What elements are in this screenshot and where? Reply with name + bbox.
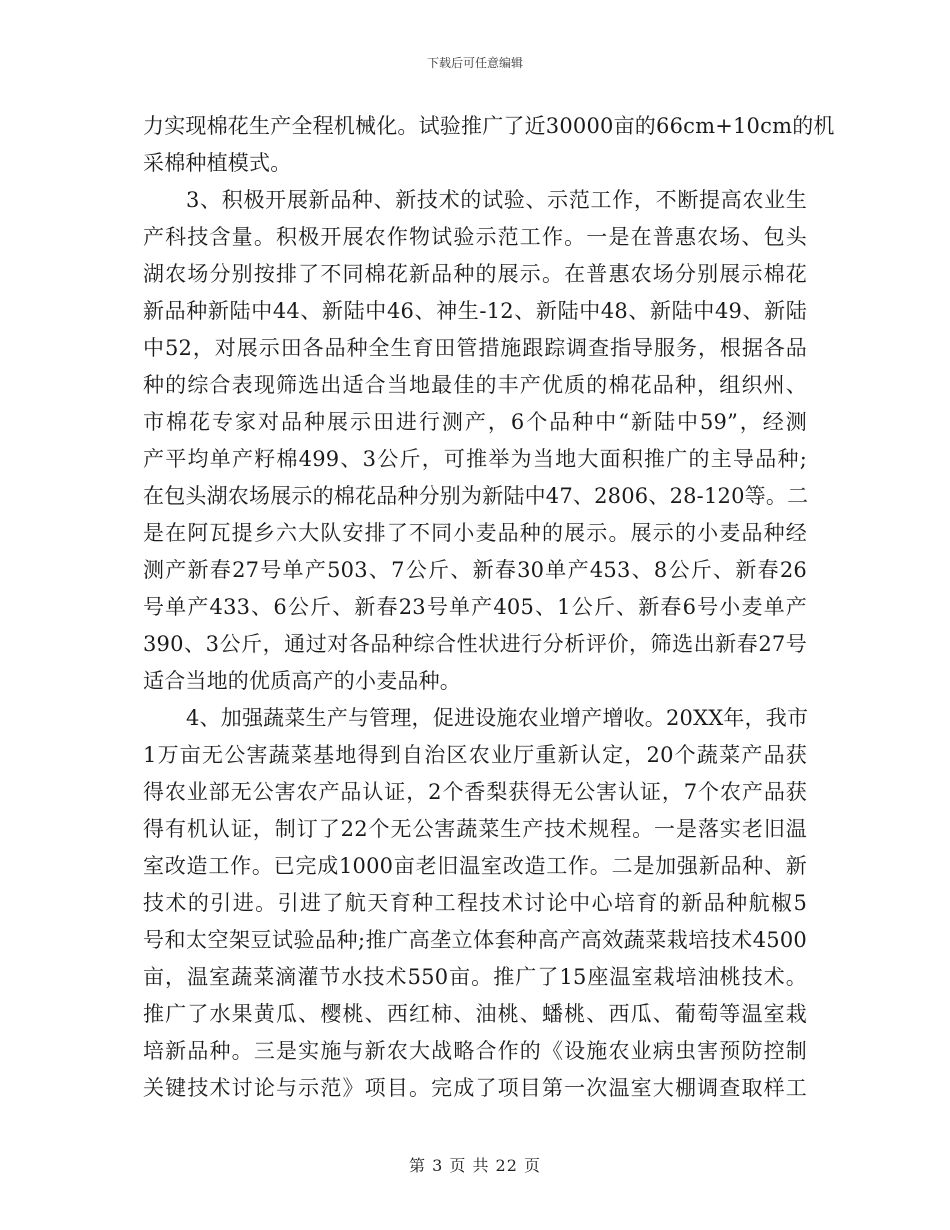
text-line: 在包头湖农场展示的棉花品种分别为新陆中47、2806、28-120等。二: [143, 484, 809, 508]
text-line: 中52，对展示田各品种全生育田管措施跟踪调查指导服务，根据各品: [143, 336, 807, 360]
text-line: 得农业部无公害农产品认证，2个香梨获得无公害认证，7个农产品获: [143, 780, 807, 804]
text-line: 适合当地的优质高产的小麦品种。: [143, 669, 461, 693]
text-line: 技术的引进。引进了航天育种工程技术讨论中心培育的新品种航椒5: [143, 891, 807, 915]
header-note: 下载后可任意编辑: [426, 56, 523, 70]
text-line: 亩，温室蔬菜滴灌节水技术550亩。推广了15座温室栽培油桃技术。: [143, 965, 807, 989]
text-line: 3、积极开展新品种、新技术的试验、示范工作，不断提高农业生: [186, 188, 807, 212]
text-line: 得有机认证，制订了22个无公害蔬菜生产技术规程。一是落实老旧温: [143, 817, 807, 841]
text-line: 号和太空架豆试验品种;推广高垄立体套种高产高效蔬菜栽培技术4500: [143, 928, 807, 952]
text-line: 室改造工作。已完成1000亩老旧温室改造工作。二是加强新品种、新: [143, 854, 807, 878]
text-line: 力实现棉花生产全程机械化。试验推广了近30000亩的66cm+10cm的机: [143, 114, 835, 138]
text-line: 关键技术讨论与示范》项目。完成了项目第一次温室大棚调查取样工: [143, 1076, 807, 1100]
body-text: [143, 108, 835, 1107]
text-line: 湖农场分别按排了不同棉花新品种的展示。在普惠农场分别展示棉花: [143, 262, 807, 286]
text-line: 培新品种。三是实施与新农大战略合作的《设施农业病虫害预防控制: [143, 1039, 807, 1063]
text-line: 市棉花专家对品种展示田进行测产，6个品种中“新陆中59”，经测: [143, 410, 807, 434]
footer-middle: 页 共: [449, 1156, 490, 1175]
text-line: 是在阿瓦提乡六大队安排了不同小麦品种的展示。展示的小麦品种经: [143, 521, 807, 545]
text-line: 新品种新陆中44、新陆中46、神生-12、新陆中48、新陆中49、新陆: [143, 299, 807, 323]
text-line: 测产新春27号单产503、7公斤、新春30单产453、8公斤、新春26: [143, 558, 807, 582]
text-line: 1万亩无公害蔬菜基地得到自治区农业厅重新认定，20个蔬菜产品获: [143, 743, 807, 767]
text-line: 产平均单产籽棉499、3公斤，可推举为当地大面积推广的主导品种;: [143, 447, 807, 471]
footer-suffix: 页: [524, 1156, 542, 1175]
page-total: 22: [495, 1156, 518, 1175]
page-footer: [0, 1153, 950, 1176]
text-line: 推广了水果黄瓜、樱桃、西红柿、油桃、蟠桃、西瓜、葡萄等温室栽: [143, 1002, 807, 1026]
text-line: 号单产433、6公斤、新春23号单产405、1公斤、新春6号小麦单产: [143, 595, 807, 619]
text-line: 产科技含量。积极开展农作物试验示范工作。一是在普惠农场、包头: [143, 225, 807, 249]
text-line: 4、加强蔬菜生产与管理，促进设施农业增产增收。20XX年，我市: [186, 706, 809, 730]
page-number: 3: [432, 1156, 444, 1175]
text-line: 390、3公斤，通过对各品种综合性状进行分析评价，筛选出新春27号: [143, 632, 807, 656]
text-line: 种的综合表现筛选出适合当地最佳的丰产优质的棉花品种，组织州、: [143, 373, 807, 397]
footer-prefix: 第: [408, 1156, 426, 1175]
text-line: 采棉种植模式。: [143, 151, 292, 175]
